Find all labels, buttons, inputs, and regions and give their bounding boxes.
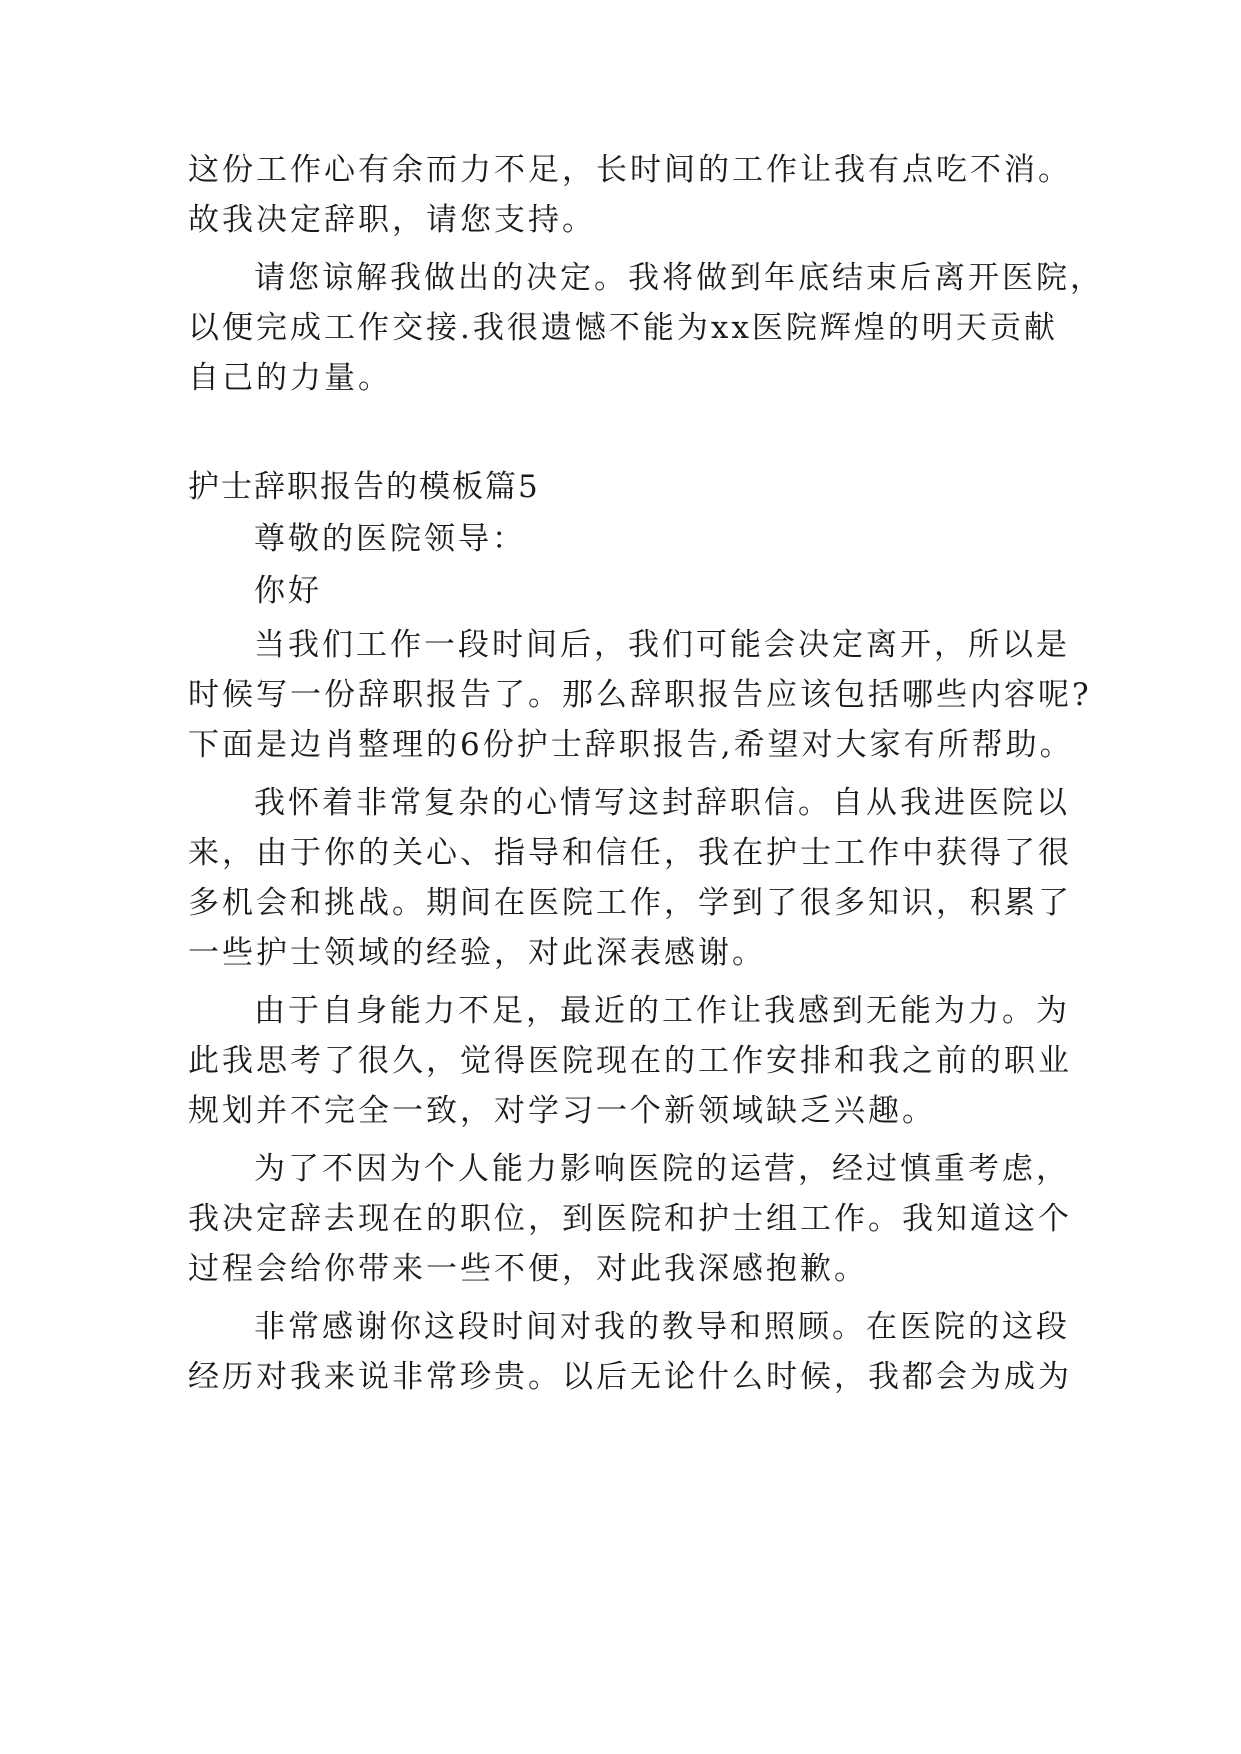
paragraph-2-line-3: 自己的力量。 <box>188 360 392 396</box>
paragraph-1-line-1: 这份工作心有余而力不足，长时间的工作让我有点吃不消。 <box>188 152 1072 188</box>
paragraph-7-line-2: 经历对我来说非常珍贵。以后无论什么时候，我都会为成为 <box>188 1359 1072 1395</box>
paragraph-3-line-3: 下面是边肖整理的6份护士辞职报告,希望对大家有所帮助。 <box>188 727 1074 763</box>
salutation: 尊敬的医院领导： <box>254 521 526 557</box>
paragraph-5-line-2: 此我思考了很久，觉得医院现在的工作安排和我之前的职业 <box>188 1043 1072 1079</box>
greeting: 你好 <box>254 573 322 609</box>
section-title: 护士辞职报告的模板篇5 <box>188 469 540 505</box>
paragraph-6-line-2: 我决定辞去现在的职位，到医院和护士组工作。我知道这个 <box>188 1201 1072 1237</box>
paragraph-4-line-1: 我怀着非常复杂的心情写这封辞职信。自从我进医院以 <box>254 785 1070 821</box>
paragraph-3-line-1: 当我们工作一段时间后，我们可能会决定离开，所以是 <box>254 627 1070 663</box>
paragraph-4-line-4: 一些护士领域的经验，对此深表感谢。 <box>188 935 766 971</box>
paragraph-5-line-3: 规划并不完全一致，对学习一个新领域缺乏兴趣。 <box>188 1093 936 1129</box>
paragraph-4-line-2: 来，由于你的关心、指导和信任，我在护士工作中获得了很 <box>188 835 1072 871</box>
paragraph-7-line-1: 非常感谢你这段时间对我的教导和照顾。在医院的这段 <box>254 1309 1070 1345</box>
paragraph-6-line-1: 为了不因为个人能力影响医院的运营，经过慎重考虑， <box>254 1151 1070 1187</box>
paragraph-4-line-3: 多机会和挑战。期间在医院工作，学到了很多知识，积累了 <box>188 885 1072 921</box>
paragraph-1-line-2: 故我决定辞职，请您支持。 <box>188 202 596 238</box>
paragraph-6-line-3: 过程会给你带来一些不便，对此我深感抱歉。 <box>188 1251 868 1287</box>
paragraph-2-line-1: 请您谅解我做出的决定。我将做到年底结束后离开医院， <box>254 260 1104 296</box>
paragraph-2-line-2: 以便完成工作交接.我很遗憾不能为xx医院辉煌的明天贡献 <box>188 310 1058 346</box>
paragraph-3-line-2: 时候写一份辞职报告了。那么辞职报告应该包括哪些内容呢? <box>188 677 1092 713</box>
paragraph-5-line-1: 由于自身能力不足，最近的工作让我感到无能为力。为 <box>254 993 1070 1029</box>
